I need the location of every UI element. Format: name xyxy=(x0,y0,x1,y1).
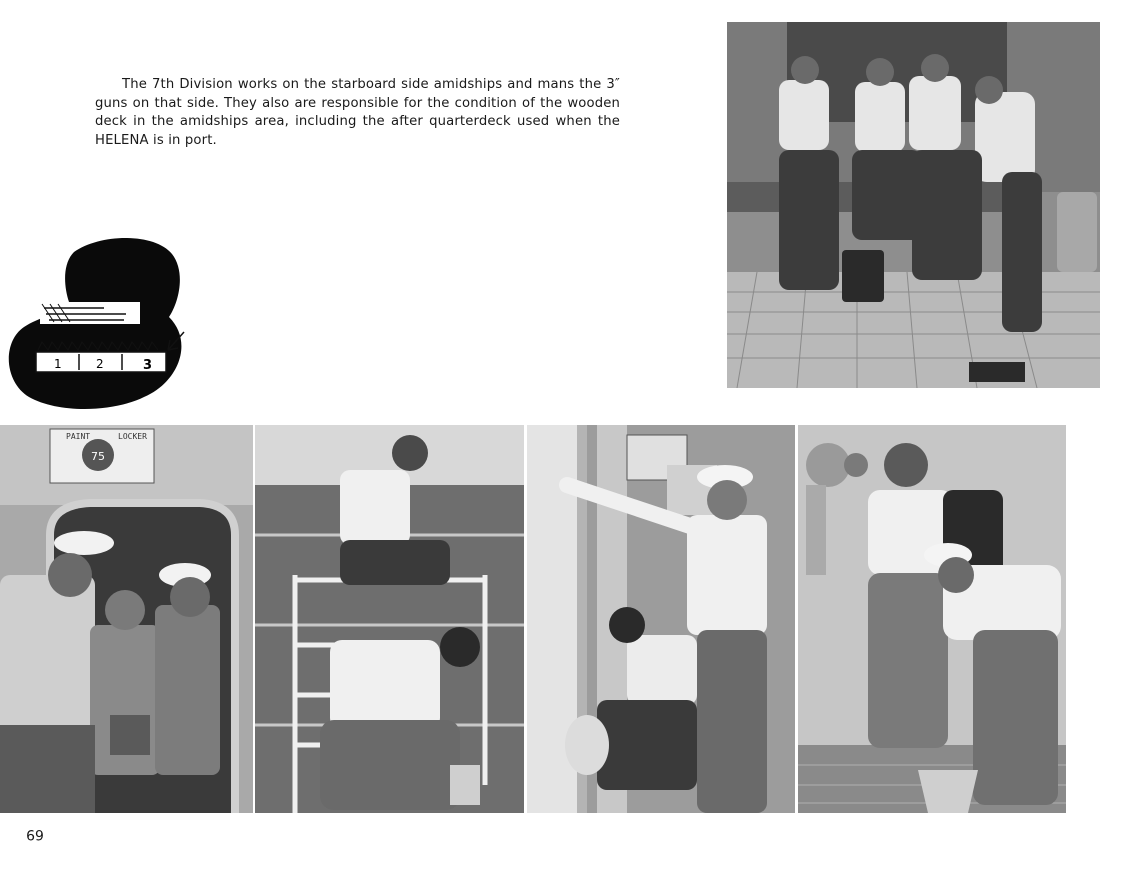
paint-locker-sign-top: PAINT xyxy=(66,432,91,441)
paint-locker-sign-bottom: LOCKER xyxy=(118,432,147,441)
photo-ladder-work-image xyxy=(255,425,524,813)
sketch-label-3: 3 xyxy=(143,358,153,373)
photo-ladder-work xyxy=(255,425,524,813)
page-number: 69 xyxy=(26,826,44,842)
photo-paint-locker-image xyxy=(0,425,253,813)
photo-sailors-on-deck xyxy=(727,22,1100,388)
photo-sailors-on-deck-image xyxy=(727,22,1100,388)
photo-hatch-work xyxy=(527,425,795,813)
photo-paint-locker xyxy=(0,425,253,813)
photo-hatch-work-image xyxy=(527,425,795,813)
photo-washing-image xyxy=(798,425,1066,813)
caption-text: The 7th Division works on the starboard side amidships and mans the 3″ guns on that side. They also are responsible for the condition of the wooden deck in the amidships area, including the after quarterdeck used when the HELENA is in port. xyxy=(95,77,620,148)
photo-washing xyxy=(798,425,1066,813)
ship-sketch-drawing xyxy=(4,232,192,414)
sketch-label-2: 2 xyxy=(96,357,104,371)
division-caption xyxy=(95,76,620,150)
ship-location-sketch xyxy=(4,232,192,414)
paint-locker-number: 75 xyxy=(91,450,105,463)
sketch-label-1: 1 xyxy=(54,357,62,371)
